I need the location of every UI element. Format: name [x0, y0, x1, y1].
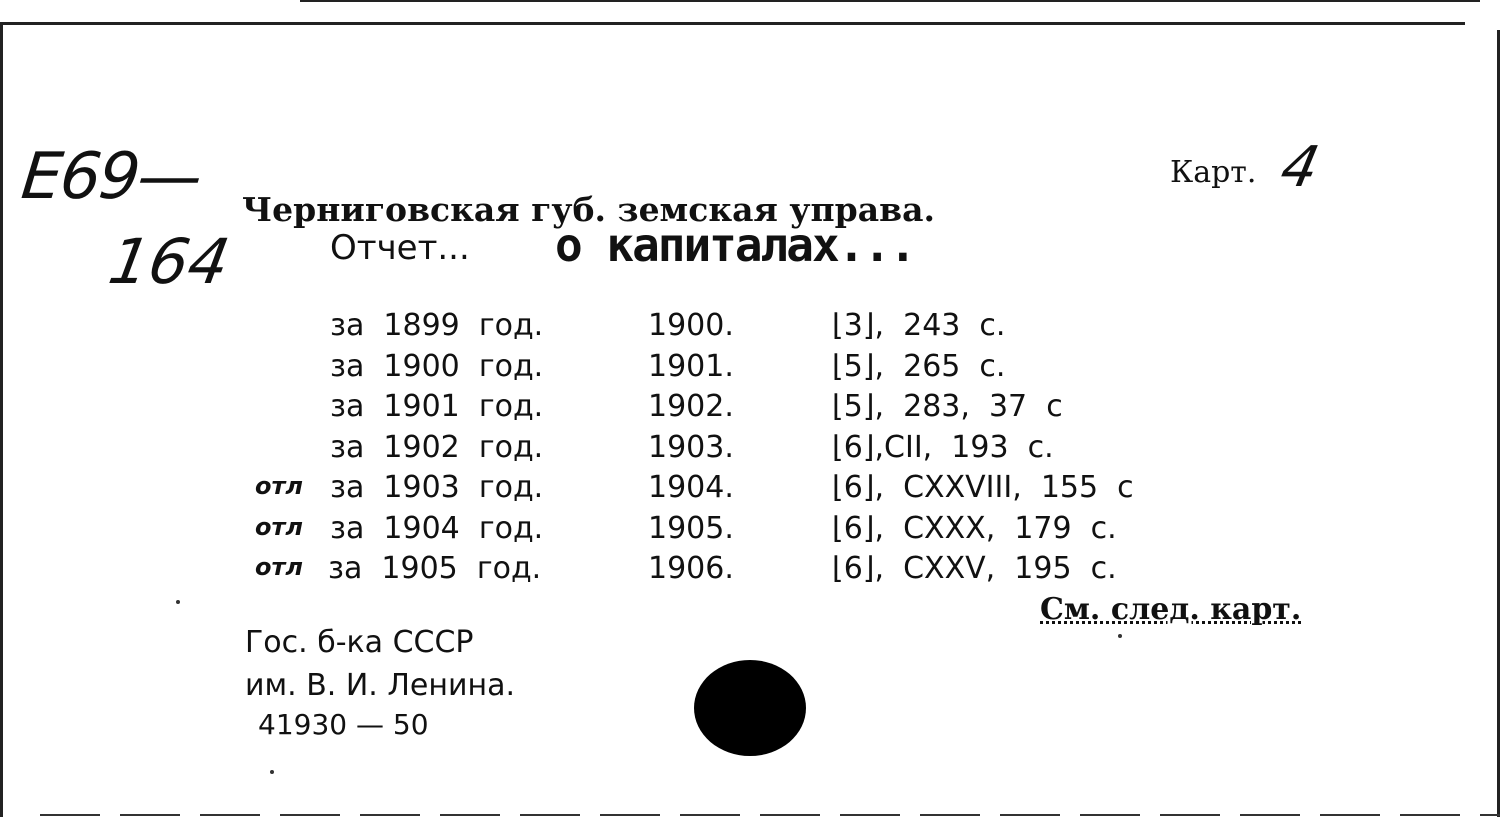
volume-pagination: ⌊3⌋, 243 с.: [832, 308, 1006, 343]
card-label: Карт.: [1170, 155, 1257, 190]
report-period: за 1901 год.: [330, 389, 544, 424]
card-top-border: [0, 22, 1465, 25]
volume-pagination: ⌊6⌋, CXXVIII, 155 с: [832, 470, 1134, 505]
volume-pagination: ⌊5⌋, 265 с.: [832, 348, 1006, 384]
publication-year: 1903.: [648, 429, 734, 465]
publication-year: 1900.: [648, 308, 734, 343]
handwritten-shelf-code: E69—: [18, 140, 204, 214]
publication-year: 1901.: [648, 348, 734, 384]
handwritten-shelf-number: 164: [103, 225, 235, 298]
report-period: за 1900 год.: [330, 348, 544, 384]
see-next-card-note: См. след. карт.: [1040, 592, 1302, 627]
speck: [176, 600, 180, 604]
organization-title: Черниговская губ. земская управа.: [242, 190, 935, 229]
library-name-line1: Гос. б-ка СССР: [245, 625, 474, 660]
library-name-line2: им. В. И. Ленина.: [245, 668, 516, 703]
handwritten-mark: отл: [255, 512, 303, 541]
volume-pagination: ⌊6⌋,CII, 193 с.: [832, 429, 1054, 465]
report-subject: о капиталах...: [555, 218, 915, 272]
publication-year: 1904.: [648, 470, 734, 505]
publication-year: 1906.: [648, 551, 734, 586]
handwritten-mark: отл: [255, 553, 303, 581]
volume-pagination: ⌊6⌋, CXXV, 195 с.: [832, 551, 1117, 586]
volume-pagination: ⌊5⌋, 283, 37 с: [832, 389, 1063, 424]
library-print-number: 41930 — 50: [258, 708, 429, 741]
card-right-border: [1497, 30, 1500, 817]
report-label: Отчет...: [330, 228, 470, 268]
report-period: за 1899 год.: [330, 308, 544, 343]
card-bottom-border: [40, 814, 1500, 816]
report-period: за 1905 год.: [328, 551, 542, 586]
card-left-border: [0, 22, 3, 817]
handwritten-card-number: 4: [1275, 135, 1325, 200]
report-period: за 1903 год.: [330, 470, 544, 505]
publication-year: 1905.: [648, 510, 734, 546]
scan-edge-top: [300, 0, 1480, 2]
volume-pagination: ⌊6⌋, CXXX, 179 с.: [832, 510, 1117, 546]
speck: [1118, 634, 1122, 638]
punch-hole: [694, 660, 806, 756]
speck: [270, 770, 274, 774]
publication-year: 1902.: [648, 389, 734, 424]
report-period: за 1902 год.: [330, 429, 544, 465]
report-period: за 1904 год.: [330, 510, 544, 546]
handwritten-mark: отл: [255, 472, 303, 500]
